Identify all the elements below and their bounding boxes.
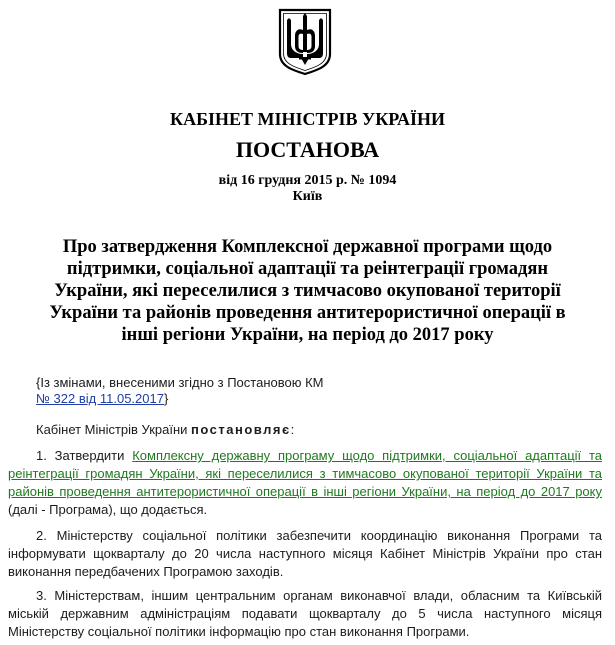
paragraph-3: 3. Міністерствам, іншим центральним органам виконавчої влади, обласним та Київській міській державним адміністраціям подавати щокварталу до 5 числа наступного місяця Міністерству соціальної політики інформацію про стан виконання Програми.: [8, 588, 602, 639]
amendments-prefix: {Із змінами, внесеними згідно з Постановою КМ: [36, 375, 324, 390]
organization-name: КАБІНЕТ МІНІСТРІВ УКРАЇНИ: [170, 109, 445, 129]
intro-prefix: Кабінет Міністрів України: [36, 422, 192, 437]
p1-suffix: (далі - Програма), що додається.: [8, 502, 208, 517]
city: Київ: [292, 189, 323, 204]
document-type: ПОСТАНОВА: [235, 137, 380, 162]
date-line: від 16 грудня 2015 р. № 1094: [218, 173, 397, 188]
p1-prefix: 1. Затвердити: [36, 448, 133, 463]
amendments-note: [36, 375, 324, 407]
document-title: Про затвердження Комплексної державної програми щодо підтримки, соціальної адаптації та реінтеграції громадян України, які переселилися з тимчасово окупованої території України та районів проведення антитерористичної операції в інші регіони України, на період до 2017 року: [49, 237, 566, 345]
paragraph-1: [8, 447, 602, 519]
amendment-link[interactable]: № 322 від 11.05.2017: [36, 391, 164, 406]
paragraph-2: 2. Міністерству соціальної політики забезпечити координацію виконання Програми та інформувати щокварталу до 20 числа наступного місяця Кабінет Міністрів України про стан виконання передбачених Програмою заходів.: [8, 528, 602, 579]
intro-suffix: :: [290, 422, 295, 437]
program-link[interactable]: Комплексну державну програму щодо підтримки, соціальної адаптації та реінтеграції громадян України, які переселилися з тимчасово окупованої території України та районів проведення антитерористичної операції в інші регіони України, на період до 2017 року: [8, 448, 602, 499]
amendments-suffix: }: [163, 391, 169, 406]
trident-coat-of-arms-icon: [276, 6, 334, 76]
intro-paragraph: [8, 421, 602, 439]
intro-action: постановляє: [191, 422, 291, 437]
